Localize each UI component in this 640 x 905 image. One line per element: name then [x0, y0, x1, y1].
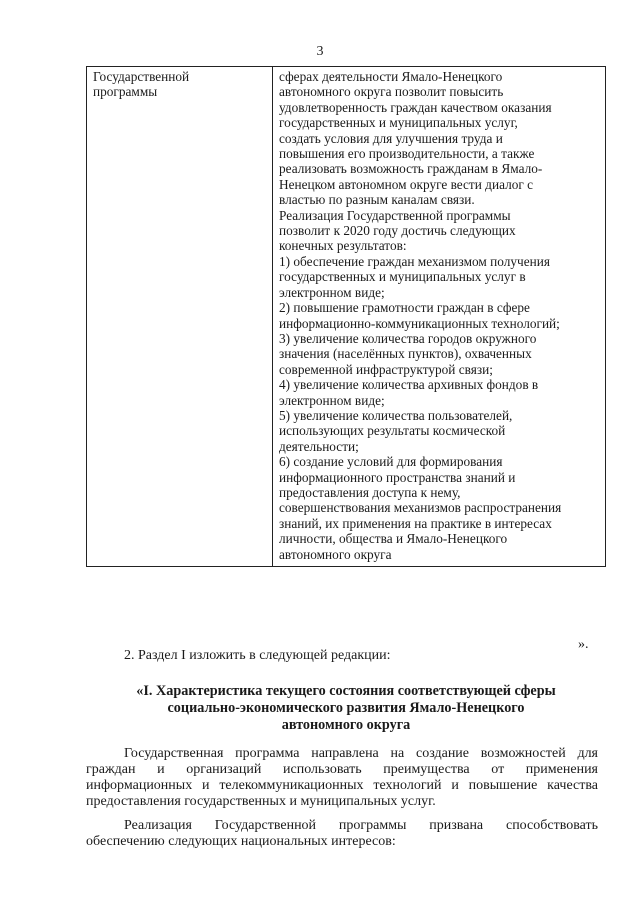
heading-line: автономного округа [281, 717, 411, 733]
right-cell-line: автономного округа [279, 546, 392, 562]
right-cell-line: 2) повышение грамотности граждан в сфере [279, 300, 530, 316]
heading-line: социально-экономического развития Ямало-Ненецкого [167, 700, 525, 716]
right-cell-line: 6) создание условий для формирования [279, 454, 503, 470]
page-number: 3 [316, 44, 324, 59]
right-cell-line: знаний, их применения на практике в интересах [279, 515, 552, 531]
right-cell-line: предоставления доступа к нему, [279, 484, 461, 500]
paragraph-program-goal [86, 746, 598, 810]
right-cell-line: автономного округа позволит повысить [279, 84, 504, 100]
right-cell-line: сферах деятельности Ямало-Ненецкого [279, 69, 503, 84]
right-cell-line: реализовать возможность гражданам в Ямало- [279, 161, 543, 177]
right-cell-line: Ненецком автономном округе вести диалог с [279, 176, 534, 192]
right-cell-line: личности, общества и Ямало-Ненецкого [279, 531, 508, 547]
right-cell-line: информационно-коммуникационных технологий; [279, 315, 560, 331]
table-left-cell [87, 67, 273, 567]
right-cell-line: создать условия для улучшения труда и [279, 130, 503, 146]
right-cell-line: удовлетворенность граждан качеством оказания [279, 99, 552, 115]
right-cell-line: 4) увеличение количества архивных фондов в [279, 377, 539, 393]
right-cell-line: 1) обеспечение граждан механизмом получения [279, 253, 550, 269]
section-heading [86, 683, 606, 734]
right-cell-line: государственных и муниципальных услуг, [279, 115, 518, 131]
right-cell-line: современной инфраструктурой связи; [279, 361, 493, 377]
paragraph-line: Реализация Государственной программы призвана способствовать [124, 818, 598, 833]
program-info-table [86, 66, 606, 567]
left-cell-line: Государственной [93, 69, 190, 84]
paragraph-line: предоставления государственных и муниципальных услуг. [86, 794, 436, 809]
right-cell-line: властью по разным каналам связи. [279, 192, 475, 208]
table-right-cell [273, 67, 606, 567]
right-cell-line: значения (населённых пунктов), охваченных [279, 346, 532, 362]
right-cell-line: электронном виде; [279, 284, 385, 300]
closing-quote: ». [578, 637, 589, 652]
right-cell-line: повышения его производительности, а также [279, 146, 535, 162]
right-cell-line: 3) увеличение количества городов окружного [279, 330, 537, 346]
right-cell-line: деятельности; [279, 438, 359, 454]
paragraph-national-interests [86, 818, 598, 850]
paragraph-line: информационных и телекоммуникационных технологий и повышение качества [86, 778, 598, 793]
right-cell-line: позволит к 2020 году достичь следующих [279, 223, 516, 239]
right-cell-line: использующих результаты космической [279, 423, 506, 439]
right-cell-line: Реализация Государственной программы [279, 207, 511, 223]
paragraph-line: обеспечению следующих национальных интересов: [86, 834, 396, 849]
table-row [87, 67, 606, 567]
right-cell-line: электронном виде; [279, 392, 385, 408]
right-cell-line: конечных результатов: [279, 238, 407, 254]
paragraph-line: граждан и организаций использовать преимущества от применения [86, 762, 598, 777]
left-cell-line: программы [93, 84, 158, 100]
heading-line: «I. Характеристика текущего состояния соответствующей сферы [136, 683, 556, 699]
paragraph-line: Государственная программа направлена на создание возможностей для [124, 746, 598, 761]
right-cell-line: совершенствования механизмов распространения [279, 500, 562, 516]
right-cell-line: 5) увеличение количества пользователей, [279, 407, 513, 423]
right-cell-line: информационного пространства знаний и [279, 469, 516, 485]
right-cell-line: государственных и муниципальных услуг в [279, 269, 526, 285]
amendment-item: 2. Раздел I изложить в следующей редакции: [124, 648, 391, 663]
